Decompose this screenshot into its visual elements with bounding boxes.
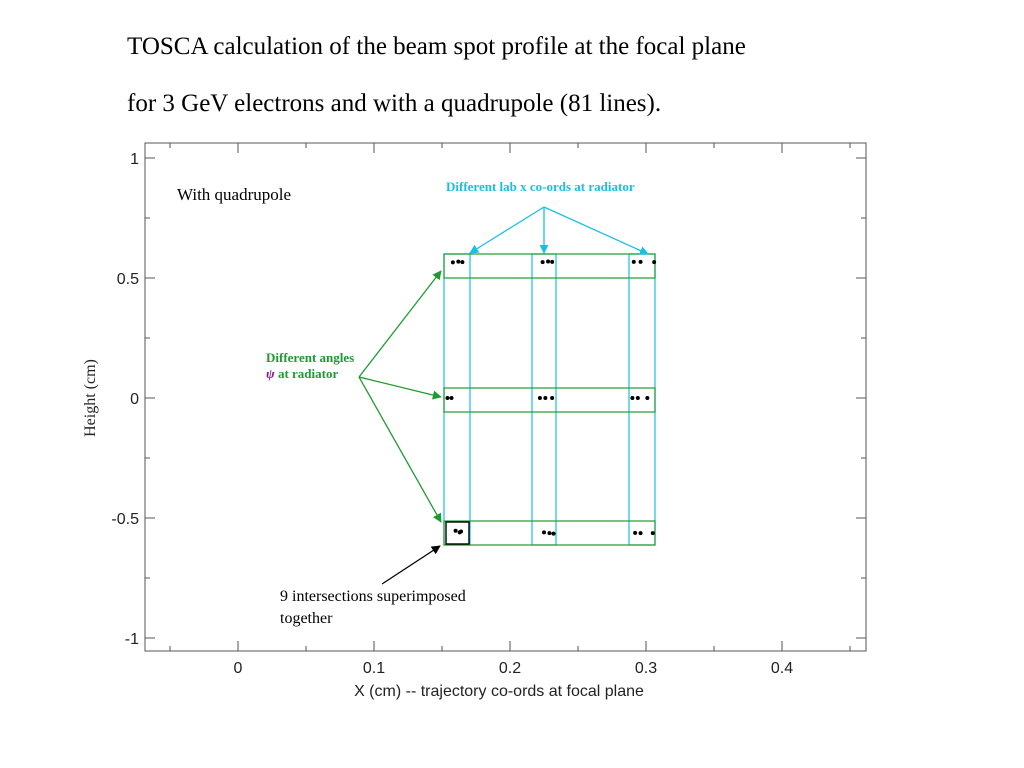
data-point	[639, 531, 643, 535]
intersection-box	[446, 522, 469, 544]
green-arrow	[359, 377, 441, 522]
angle-row-box	[444, 388, 655, 412]
slide-title-line-1: TOSCA calculation of the beam spot profile at the focal plane	[127, 33, 746, 60]
highlight-boxes	[444, 254, 655, 545]
data-point	[546, 259, 550, 263]
data-point	[450, 396, 454, 400]
y-tick-label: 0.5	[116, 271, 139, 288]
y-tick-label: -1	[124, 631, 139, 648]
annotation-arrows	[359, 207, 648, 584]
plot-frame	[145, 143, 866, 651]
green-arrow	[359, 377, 441, 397]
cyan-arrow	[470, 207, 544, 253]
annotation-angles	[266, 350, 358, 382]
data-point	[632, 260, 636, 264]
x-tick-label: 0.4	[770, 660, 794, 677]
annotation-angles-suffix: at radiator	[277, 366, 339, 381]
annotation-angles-prefix: Different angles	[266, 350, 355, 365]
data-point	[456, 260, 460, 264]
x-tick-label: 0.1	[362, 660, 386, 677]
x-tick-label: 0.2	[498, 660, 522, 677]
data-points	[445, 259, 656, 535]
data-point	[645, 396, 649, 400]
data-point	[651, 531, 655, 535]
annotation-lab-x: Different lab x co-ords at radiator	[446, 179, 635, 194]
data-point	[633, 531, 637, 535]
black-arrow	[382, 546, 440, 584]
data-point	[458, 530, 462, 534]
data-point	[542, 530, 546, 534]
y-axis-label: Height (cm)	[82, 359, 99, 437]
green-arrow	[359, 271, 441, 377]
data-point	[460, 260, 464, 264]
annotation-intersections: 9 intersections superimposed together	[280, 588, 466, 627]
data-point	[538, 396, 542, 400]
cyan-arrow	[544, 207, 648, 254]
data-point	[451, 260, 455, 264]
data-point	[552, 532, 556, 536]
inner-label: With quadrupole	[177, 185, 292, 204]
axis-ticks	[145, 143, 866, 651]
data-point	[636, 396, 640, 400]
psi-symbol: ψ	[266, 366, 275, 381]
data-point	[550, 260, 554, 264]
y-tick-label: -0.5	[111, 511, 139, 528]
data-point	[652, 260, 656, 264]
angle-row-box	[444, 254, 655, 278]
data-point	[550, 396, 554, 400]
data-point	[445, 396, 449, 400]
data-point	[639, 260, 643, 264]
data-point	[541, 260, 545, 264]
data-point	[454, 529, 458, 533]
x-tick-label: 0	[233, 660, 243, 677]
slide-title-line-2: for 3 GeV electrons and with a quadrupole (81 lines).	[127, 90, 662, 117]
data-point	[543, 396, 547, 400]
y-tick-label: 1	[130, 151, 139, 168]
x-axis-label: X (cm) -- trajectory co-ords at focal plane	[354, 683, 644, 700]
x-tick-label: 0.3	[634, 660, 658, 677]
data-point	[547, 531, 551, 535]
data-point	[630, 396, 634, 400]
y-tick-label: 0	[130, 391, 139, 408]
